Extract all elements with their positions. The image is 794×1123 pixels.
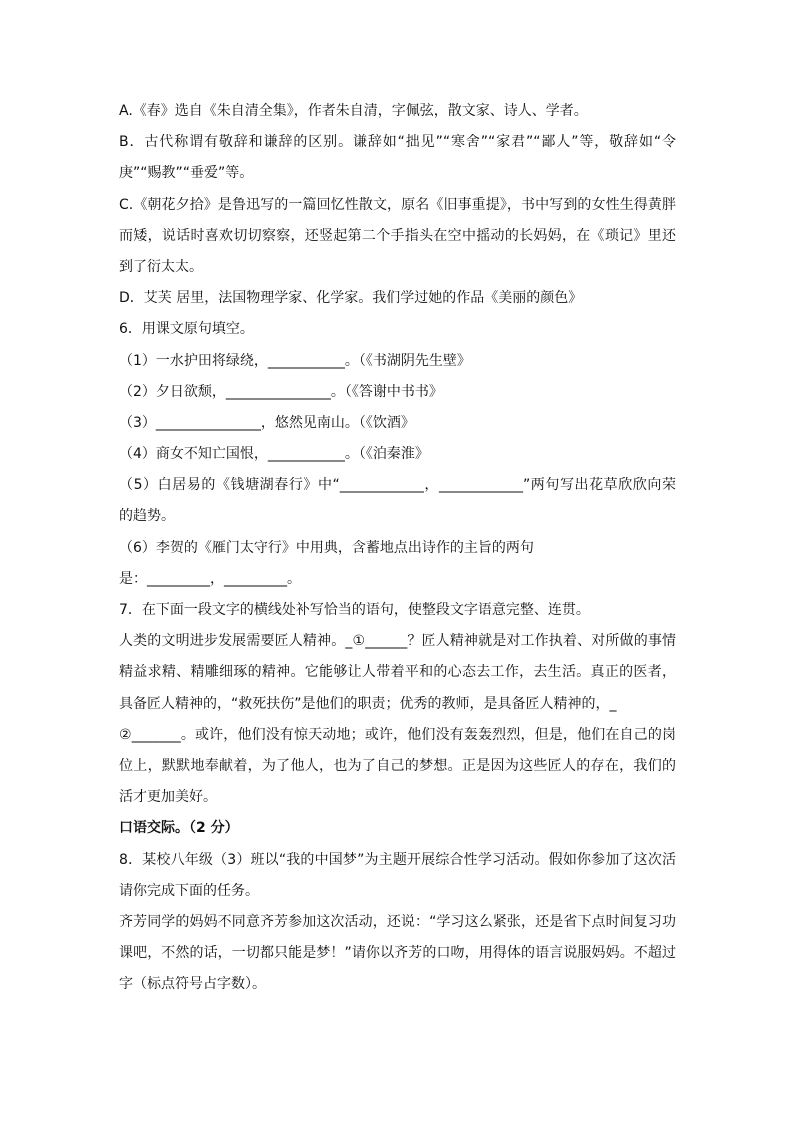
question7-passage-line: 活才更加美好。 [119,789,217,806]
fill-blank-item-6: （6）李贺的《雁门太守行》中用典，含蓄地点出诗作的主旨的两句 [119,539,534,556]
fill-blank-item-2: （2）夕日欲颓，_______________。（《答谢中书书》 [119,383,443,400]
question8-task-line: 字（标点符号占字数）。 [119,976,266,993]
fill-blank-item-6: 是：_________，_________。 [119,570,301,587]
question6-prompt: 6．用课文原句填空。 [119,321,254,338]
question8-task-line: 齐芳同学的妈妈不同意齐芳参加这次活动，还说：“学习这么紧张，还是省下点时间复习功 [119,913,676,930]
exam-page [119,96,676,1000]
question8-task-line: 课吧，不然的话，一切都只能是梦！”请你以齐芳的口吻，用得体的语言说服妈妈。不超过 [119,945,676,962]
option-b-line: 庚”“赐教”“垂爱”等。 [119,165,254,182]
question8-prompt-line: 8．某校八年级（3）班以“我的中国梦”为主题开展综合性学习活动。假如你参加了这次活 [119,851,676,868]
fill-blank-item-1: （1）一水护田将绿绕，___________。（《书湖阴先生壁》 [119,352,471,369]
option-c-line: 而矮，说话时喜欢切切察察，还竖起第二个手指头在空中摇动的长妈妈，在《琐记》里还 [119,227,676,244]
fill-blank-item-5: （5）白居易的《钱塘湖春行》中“____________，____________”两句写出花草欣欣向荣 [119,477,676,494]
fill-blank-item-4: （4）商女不知亡国恨，___________。（《泊秦淮》 [119,446,429,463]
question7-passage-line: 位上，默默地奉献着，为了他人，也为了自己的梦想。正是因为这些匠人的存在，我们的 [119,757,676,774]
question7-passage-line: ②_______。或许，他们没有惊天动地；或许，他们没有轰轰烈烈，但是，他们在自己的岗 [119,726,676,743]
option-b-line: B．古代称谓有敬辞和谦辞的区别。谦辞如“拙见”“寒舍”“家君”“鄙人”等，敬辞如“令 [119,134,676,151]
question7-passage-line: 人类的文明进步发展需要匠人精神。_①______？匠人精神就是对工作执着、对所做的事情 [119,633,676,650]
section-heading: 口语交际。（2 分） [119,820,239,837]
question7-prompt: 7．在下面一段文字的横线处补写恰当的语句，使整段文字语意完整、连贯。 [119,602,590,618]
option-c-line: C.《朝花夕拾》是鲁迅写的一篇回忆性散文，原名《旧事重提》，书中写到的女性生得黄胖 [119,196,676,213]
question8-prompt-line: 请你完成下面的任务。 [119,882,259,899]
fill-blank-item-5: 的趋势。 [119,508,175,525]
question7-passage-line: 具备匠人精神的，“救死扶伤”是他们的职责；优秀的教师，是具备匠人精神的，_ [119,695,617,712]
option-a-line: A.《春》选自《朱自清全集》，作者朱自清，字佩弦，散文家、诗人、学者。 [119,103,588,119]
option-c-line: 到了衍太太。 [119,258,203,275]
option-d-line: D．艾芙 居里，法国物理学家、化学家。我们学过她的作品《美丽的颜色》 [119,290,583,307]
fill-blank-item-3: （3）_______________，悠然见南山。（《饮酒》 [119,414,415,431]
question7-passage-line: 精益求精、精雕细琢的精神。它能够让人带着平和的心态去工作，去生活。真正的医者， [119,664,676,681]
